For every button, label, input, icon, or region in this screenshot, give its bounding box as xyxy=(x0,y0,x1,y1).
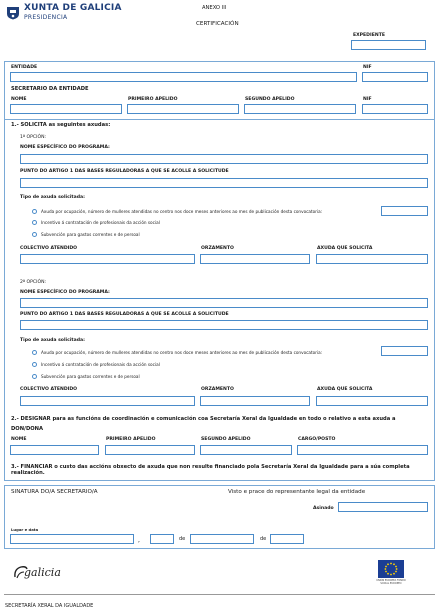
secretary-apelido1-label: PRIMEIRO APELIDO xyxy=(128,97,178,102)
secretary-apelido2-label: SEGUNDO APELIDO xyxy=(245,97,295,102)
divider xyxy=(4,119,435,120)
de-separator-2: de xyxy=(260,536,267,542)
section1-title: 1.- SOLICITA as seguintes axudas: xyxy=(11,122,111,128)
option2-orzamento-label: ORZAMENTO xyxy=(201,387,234,392)
expediente-label: EXPEDIENTE xyxy=(353,33,385,38)
option2-colectivo-label: COLECTIVO ATENDIDO xyxy=(20,387,78,392)
secretary-title: SECRETARIO DA ENTIDADE xyxy=(11,86,89,92)
eu-stars-icon xyxy=(378,560,404,578)
brand-name: XUNTA DE GALICIA xyxy=(24,3,122,13)
eu-flag xyxy=(378,560,404,578)
option2-orzamento-field[interactable] xyxy=(200,396,310,406)
option1-radio-ocupacion[interactable] xyxy=(32,209,37,214)
asinado-field[interactable] xyxy=(338,502,428,512)
option2-programa-label: NOME ESPECÍFICO DO PROGRAMA: xyxy=(20,290,110,295)
option2-punto-field[interactable] xyxy=(20,320,428,330)
designee-apelido2-field[interactable] xyxy=(200,445,292,455)
option2-programa-field[interactable] xyxy=(20,298,428,308)
annex-label: ANEXO III xyxy=(202,5,227,11)
option1-ocupacion-field[interactable] xyxy=(381,206,428,216)
year-field[interactable] xyxy=(270,534,304,544)
option2-radio-incentivo-label: Incentivo á contratación de profesionais da acción social xyxy=(41,362,160,367)
option1-programa-field[interactable] xyxy=(20,154,428,164)
option1-radio-subvencion-label: Subvención para gastos correntes e de persoal xyxy=(41,232,140,237)
designee-apelido1-field[interactable] xyxy=(105,445,195,455)
footer-divider xyxy=(4,594,435,595)
designee-cargo-label: CARGO/POSTO xyxy=(298,437,336,442)
option1-orzamento-field[interactable] xyxy=(200,254,310,264)
option2-axuda-field[interactable] xyxy=(316,396,428,406)
section3-title: 3.- FINANCIAR o custo das accións obxecto de axuda que non resulte financiado pola Secretaría Xeral da Igualdade para a súa completa realización. xyxy=(11,464,410,476)
option1-programa-label: NOME ESPECÍFICO DO PROGRAMA: xyxy=(20,145,110,150)
option1-axuda-field[interactable] xyxy=(316,254,428,264)
option1-radio-incentivo[interactable] xyxy=(32,220,37,225)
option2-radio-ocupacion-label: Axuda por ocupación, número de mulleres atendidas no centro nos doce meses anteriores ao mes de publicación desta convocatoria: xyxy=(41,350,323,355)
shield-icon xyxy=(6,6,20,20)
option2-colectivo-field[interactable] xyxy=(20,396,195,406)
doc-title: CERTIFICACIÓN xyxy=(196,21,239,27)
option1-colectivo-field[interactable] xyxy=(20,254,195,264)
designee-nome-field[interactable] xyxy=(10,445,99,455)
sinatura-label: SINATURA DO/A SECRETARIO/A xyxy=(11,489,98,495)
eu-caption: UNIÓN EUROPEA FONDO SOCIAL EUROPEO xyxy=(376,579,406,585)
option2-radio-incentivo[interactable] xyxy=(32,362,37,367)
option1-heading: 1ª OPCIÓN: xyxy=(20,135,47,140)
option1-punto-label: PUNTO DO ARTIGO 1 DAS BASES REGULADORAS A QUE SE ACOLLE A SOLICITUDE xyxy=(20,169,229,174)
option1-axuda-label: AXUDA QUE SOLICITA xyxy=(317,246,373,251)
designee-nome-label: NOME xyxy=(11,437,27,442)
section2-title-don: DON/DONA xyxy=(11,426,44,432)
option1-radio-ocupacion-label: Axuda por ocupación, número de mulleres atendidas no centro nos doce meses anteriores ao mes de publicación desta convocatoria: xyxy=(41,209,323,214)
option1-tipo-label: Tipo de axuda solicitada: xyxy=(20,195,85,200)
entity-nif-field[interactable] xyxy=(362,72,428,82)
department-name: PRESIDENCIA xyxy=(24,14,68,21)
entidade-field[interactable] xyxy=(10,72,357,82)
secretary-nif-label: NIF xyxy=(363,97,372,102)
option2-tipo-label: Tipo de axuda solicitada: xyxy=(20,338,85,343)
secretary-apelido1-field[interactable] xyxy=(127,104,239,114)
option2-heading: 2ª OPCIÓN: xyxy=(20,280,47,285)
entidade-label: ENTIDADE xyxy=(11,65,38,70)
galicia-logo xyxy=(12,563,82,583)
section2-title: 2.- DESIGNAR para as funcións de coordinación e comunicación coa Secretaría Xeral da Igualdade en todo o relativo a esta axuda a xyxy=(11,416,396,422)
expediente-field[interactable] xyxy=(351,40,426,50)
option1-punto-field[interactable] xyxy=(20,178,428,188)
lugar-data-label: Lugar e data xyxy=(11,527,39,532)
lugar-field[interactable] xyxy=(10,534,134,544)
secretary-nome-field[interactable] xyxy=(10,104,122,114)
designee-apelido1-label: PRIMEIRO APELIDO xyxy=(106,437,156,442)
secretary-nif-field[interactable] xyxy=(362,104,428,114)
option1-orzamento-label: ORZAMENTO xyxy=(201,246,234,251)
option1-radio-subvencion[interactable] xyxy=(32,232,37,237)
galicia-wordmark: galicia xyxy=(24,566,61,579)
entity-nif-label: NIF xyxy=(363,65,372,70)
option1-colectivo-label: COLECTIVO ATENDIDO xyxy=(20,246,78,251)
option2-punto-label: PUNTO DO ARTIGO 1 DAS BASES REGULADORAS A QUE SE ACOLLE A SOLICITUDE xyxy=(20,312,229,317)
designee-cargo-field[interactable] xyxy=(297,445,428,455)
agency-name: SECRETARÍA XERAL DA IGUALDADE xyxy=(5,603,94,609)
comma-separator: , xyxy=(138,537,140,544)
option1-radio-incentivo-label: Incentivo á contratación de profesionais da acción social xyxy=(41,220,160,225)
xunta-logo xyxy=(6,5,20,19)
option2-axuda-label: AXUDA QUE SOLICITA xyxy=(317,387,373,392)
option2-radio-subvencion-label: Subvención para gastos correntes e de persoal xyxy=(41,374,140,379)
secretary-apelido2-field[interactable] xyxy=(244,104,356,114)
de-separator-1: de xyxy=(179,536,186,542)
option2-ocupacion-field[interactable] xyxy=(381,346,428,356)
designee-apelido2-label: SEGUNDO APELIDO xyxy=(201,437,251,442)
option2-radio-subvencion[interactable] xyxy=(32,374,37,379)
asinado-label: Asinado xyxy=(313,506,334,511)
visto-label: Visto e prace do representante legal da entidade xyxy=(228,489,366,495)
month-field[interactable] xyxy=(190,534,254,544)
option2-radio-ocupacion[interactable] xyxy=(32,350,37,355)
day-field[interactable] xyxy=(150,534,174,544)
secretary-nome-label: NOME xyxy=(11,97,27,102)
